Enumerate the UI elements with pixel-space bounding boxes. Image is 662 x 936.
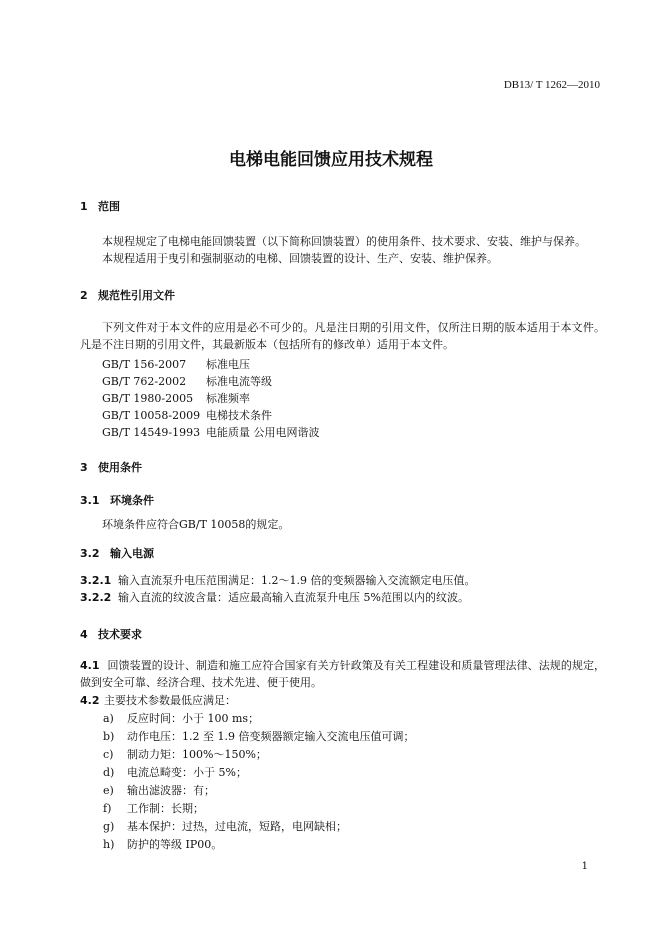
list-item	[103, 710, 259, 726]
reference-item	[102, 407, 272, 423]
standard-code: DB13/ T 1262—2010	[503, 79, 600, 91]
list-item	[103, 836, 222, 852]
clause-text: 输入直流泵升电压范围满足：1.2～1.9 倍的变频器输入交流额定电压值。	[118, 574, 476, 587]
environment-conditions-text: 环境条件应符合GB/T 10058的规定。	[102, 518, 290, 531]
reference-code: GB/T 10058-2009	[102, 409, 201, 422]
list-item	[103, 728, 414, 744]
section-title: 技术要求	[98, 628, 142, 641]
list-item-label: c)	[103, 748, 114, 761]
list-item-label: f)	[103, 802, 112, 815]
list-item-label: g)	[103, 820, 115, 833]
list-item	[103, 818, 347, 834]
section-4-heading	[80, 626, 142, 642]
reference-code: GB/T 1980-2005	[102, 392, 194, 405]
page-number: 1	[581, 861, 588, 872]
list-item	[103, 764, 247, 780]
list-item-text: 工作制：长期；	[127, 802, 204, 815]
list-item-text: 电流总畸变：小于 5%；	[127, 766, 247, 779]
reference-title: 标准电压	[206, 358, 250, 371]
list-item-label: d)	[103, 766, 115, 779]
reference-code: GB/T 156-2007	[102, 358, 187, 371]
section-number: 2	[80, 289, 88, 302]
list-item-text: 动作电压：1.2 至 1.9 倍变频器额定输入交流电压值可调；	[127, 730, 415, 743]
section-number: 4	[80, 628, 88, 641]
scope-paragraph-2: 本规程适用于曳引和强制驱动的电梯、回馈装置的设计、生产、安装、维护保养。	[102, 252, 498, 265]
list-item	[103, 800, 204, 816]
reference-code: GB/T 762-2002	[102, 375, 187, 388]
subsection-number: 3.1	[80, 494, 100, 507]
subsection-3-1-heading	[80, 492, 154, 508]
clause-3-2-1	[80, 572, 475, 588]
reference-code: GB/T 14549-1993	[102, 426, 201, 439]
subsection-title: 输入电源	[110, 547, 154, 560]
list-item-text: 基本保护：过热，过电流，短路，电网缺相；	[127, 820, 347, 833]
list-item-label: e)	[103, 784, 114, 797]
list-item-label: b)	[103, 730, 115, 743]
list-item-label: h)	[103, 838, 115, 851]
list-item	[103, 782, 215, 798]
section-2-heading	[80, 287, 175, 303]
reference-item	[102, 373, 272, 389]
list-item-text: 防护的等级 IP00。	[127, 838, 223, 851]
clause-4-2	[80, 692, 236, 708]
subsection-number: 3.2	[80, 547, 100, 560]
clause-text: 回馈装置的设计、制造和施工应符合国家有关方针政策及有关工程建设和质量管理法律、法规的规定，做到安全可靠、经济合理、技术先进、便于使用。	[80, 659, 605, 689]
reference-title: 标准电流等级	[206, 375, 272, 388]
section-number: 3	[80, 461, 88, 474]
list-item-text: 制动力矩：100%～150%；	[127, 748, 267, 761]
subsection-3-2-heading	[80, 545, 154, 561]
reference-title: 标准频率	[206, 392, 250, 405]
list-item-text: 输出滤波器：有；	[127, 784, 215, 797]
reference-item	[102, 390, 250, 406]
scope-paragraph-1: 本规程规定了电梯电能回馈装置（以下简称回馈装置）的使用条件、技术要求、安装、维护与保养。	[102, 235, 586, 248]
clause-number: 3.2.1	[80, 574, 112, 587]
clause-text: 主要技术参数最低应满足：	[104, 694, 236, 707]
reference-item	[102, 424, 320, 440]
list-item	[103, 746, 267, 762]
section-number: 1	[80, 200, 88, 213]
clause-number: 4.2	[80, 694, 100, 707]
list-item-label: a)	[103, 712, 114, 725]
clause-3-2-2	[80, 589, 469, 605]
reference-item	[102, 356, 250, 372]
clause-text: 输入直流的纹波含量：适应最高输入直流泵升电压 5%范围以内的纹波。	[118, 591, 469, 604]
reference-title: 电能质量 公用电网谐波	[206, 426, 320, 439]
section-title: 使用条件	[98, 461, 142, 474]
section-1-heading	[80, 198, 120, 214]
section-title: 规范性引用文件	[98, 289, 175, 302]
clause-4-1	[80, 657, 605, 691]
section-title: 范围	[98, 200, 120, 213]
clause-number: 4.1	[80, 659, 100, 672]
document-title: 电梯电能回馈应用技术规程	[229, 150, 433, 170]
clause-number: 3.2.2	[80, 591, 112, 604]
list-item-text: 反应时间：小于 100 ms；	[127, 712, 260, 725]
subsection-title: 环境条件	[110, 494, 154, 507]
section-3-heading	[80, 459, 142, 475]
normative-references-paragraph: 下列文件对于本文件的应用是必不可少的。凡是注日期的引用文件，仅所注日期的版本适用于本文件。凡是不注日期的引用文件，其最新版本（包括所有的修改单）适用于本文件。	[80, 321, 605, 351]
reference-title: 电梯技术条件	[206, 409, 272, 422]
